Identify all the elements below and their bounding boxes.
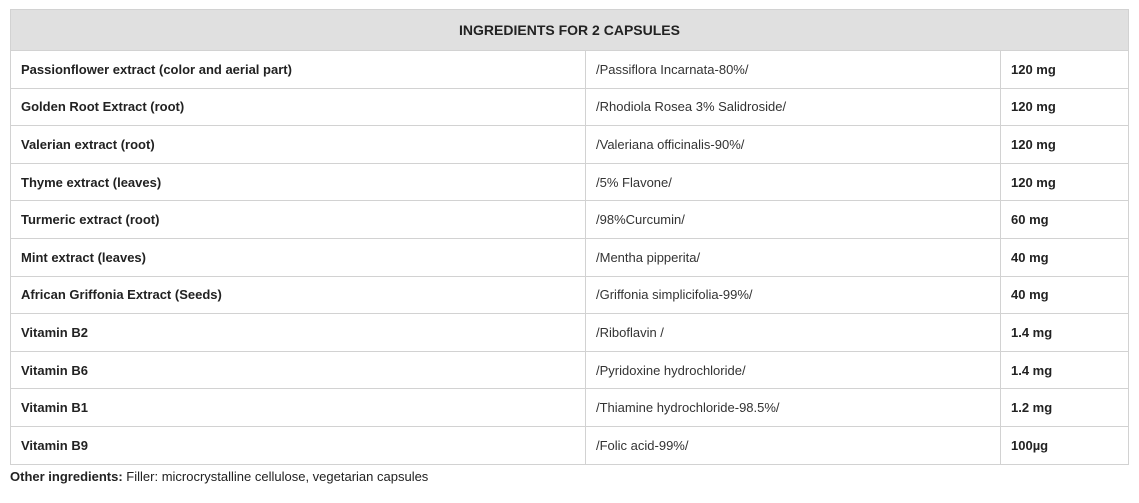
ingredient-amount: 120 mg: [1001, 51, 1129, 89]
ingredient-source: /Valeriana officinalis-90%/: [586, 126, 1001, 164]
table-row: [11, 163, 1129, 201]
ingredient-source: /Passiflora Incarnata-80%/: [586, 51, 1001, 89]
table-header-row: [11, 10, 1129, 51]
ingredient-name: Golden Root Extract (root): [11, 88, 586, 126]
ingredient-name: Vitamin B1: [11, 389, 586, 427]
table-row: [11, 426, 1129, 464]
other-ingredients-note: [10, 469, 428, 484]
ingredient-source: /Riboflavin /: [586, 314, 1001, 352]
ingredient-source: /Griffonia simplicifolia-99%/: [586, 276, 1001, 314]
ingredient-source: /Folic acid-99%/: [586, 426, 1001, 464]
ingredient-name: African Griffonia Extract (Seeds): [11, 276, 586, 314]
ingredient-source: /Mentha pipperita/: [586, 238, 1001, 276]
table-row: [11, 351, 1129, 389]
ingredient-amount: 1.2 mg: [1001, 389, 1129, 427]
ingredient-amount: 60 mg: [1001, 201, 1129, 239]
ingredient-source: /Pyridoxine hydrochloride/: [586, 351, 1001, 389]
ingredients-table: [10, 9, 1129, 465]
table-row: [11, 201, 1129, 239]
table-row: [11, 51, 1129, 89]
ingredient-name: Turmeric extract (root): [11, 201, 586, 239]
ingredients-section: [10, 9, 1128, 465]
table-row: [11, 238, 1129, 276]
table-row: [11, 88, 1129, 126]
ingredient-amount: 40 mg: [1001, 276, 1129, 314]
ingredient-source: /5% Flavone/: [586, 163, 1001, 201]
ingredient-amount: 120 mg: [1001, 88, 1129, 126]
ingredient-name: Thyme extract (leaves): [11, 163, 586, 201]
ingredient-name: Mint extract (leaves): [11, 238, 586, 276]
ingredient-name: Passionflower extract (color and aerial part): [11, 51, 586, 89]
ingredient-amount: 1.4 mg: [1001, 314, 1129, 352]
ingredient-amount: 40 mg: [1001, 238, 1129, 276]
ingredient-source: /Rhodiola Rosea 3% Salidroside/: [586, 88, 1001, 126]
other-ingredients-label: Other ingredients:: [10, 469, 123, 484]
table-row: [11, 276, 1129, 314]
table-row: [11, 126, 1129, 164]
ingredient-name: Vitamin B9: [11, 426, 586, 464]
ingredient-amount: 1.4 mg: [1001, 351, 1129, 389]
ingredient-source: /Thiamine hydrochloride-98.5%/: [586, 389, 1001, 427]
table-row: [11, 314, 1129, 352]
ingredient-amount: 120 mg: [1001, 126, 1129, 164]
table-row: [11, 389, 1129, 427]
ingredient-amount: 100µg: [1001, 426, 1129, 464]
ingredient-name: Vitamin B6: [11, 351, 586, 389]
table-title: INGREDIENTS FOR 2 CAPSULES: [11, 10, 1129, 51]
ingredient-name: Vitamin B2: [11, 314, 586, 352]
other-ingredients-text: Filler: microcrystalline cellulose, vegetarian capsules: [122, 469, 429, 484]
ingredient-amount: 120 mg: [1001, 163, 1129, 201]
ingredient-source: /98%Curcumin/: [586, 201, 1001, 239]
ingredient-name: Valerian extract (root): [11, 126, 586, 164]
